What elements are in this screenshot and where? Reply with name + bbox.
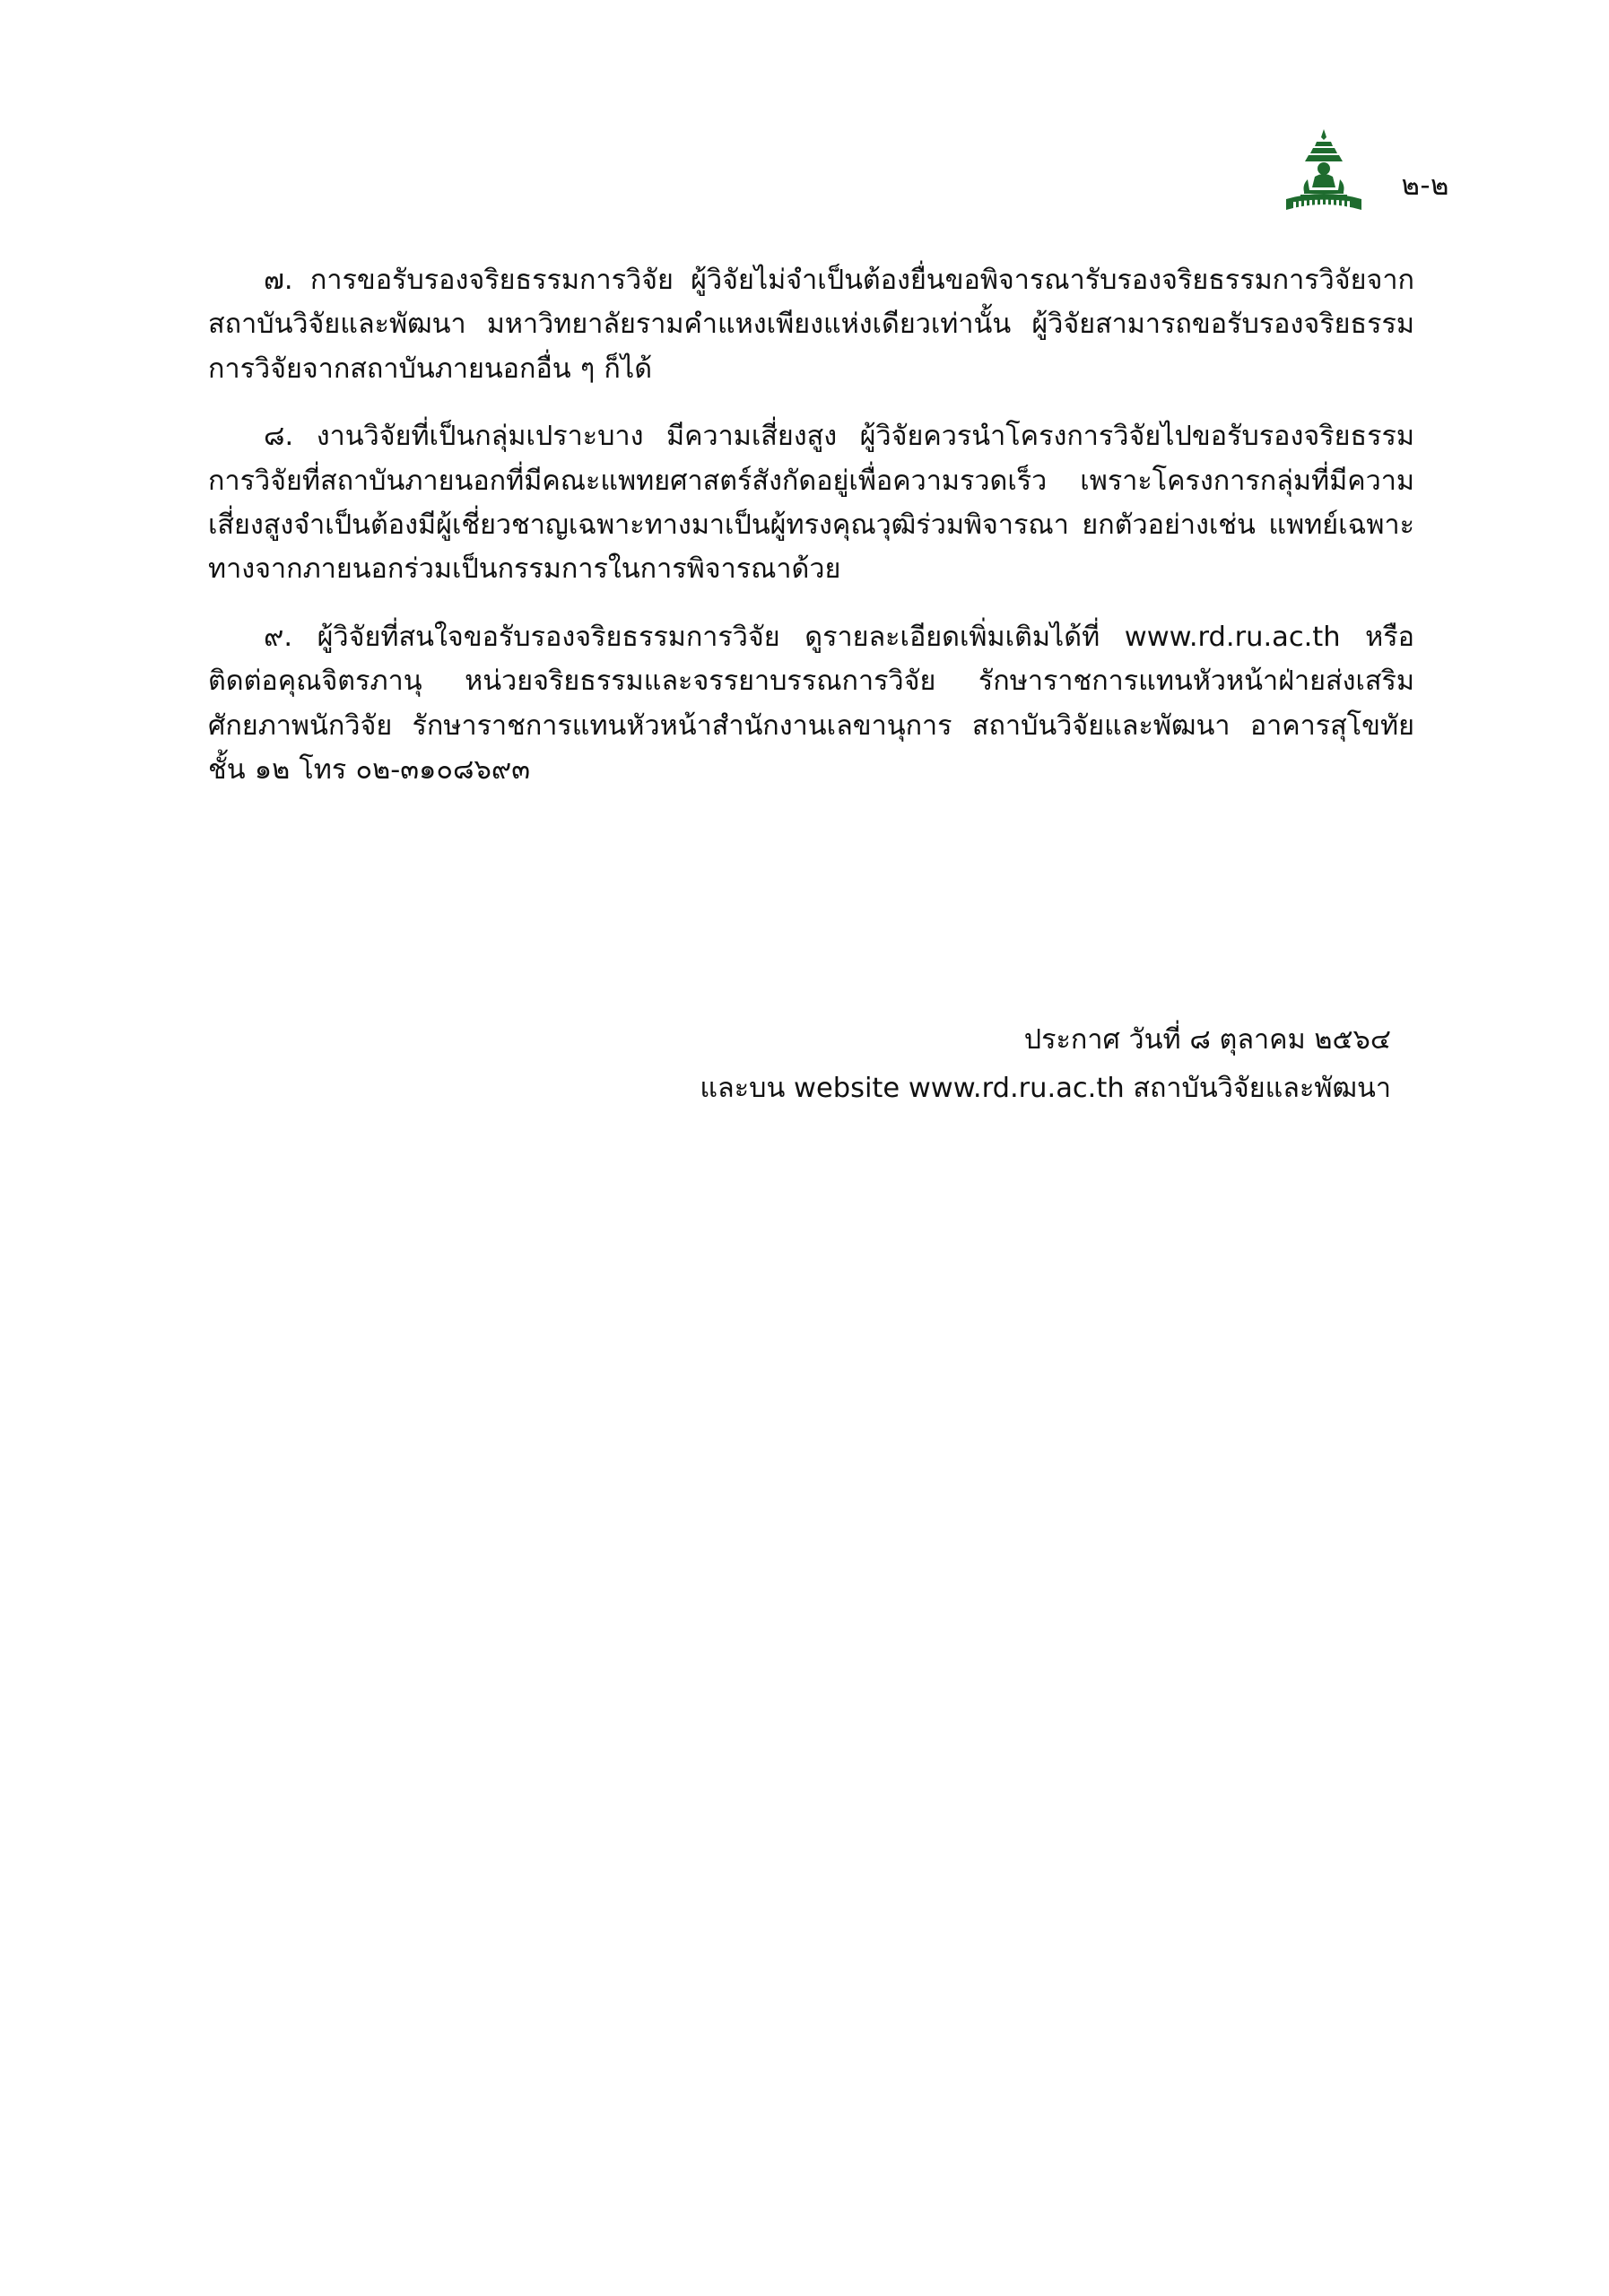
document-body [208, 258, 1414, 792]
page-number: ๒-๒ [1401, 169, 1449, 202]
paragraph-9 [208, 615, 1414, 793]
paragraph-7 [208, 258, 1414, 391]
closing-block [700, 1018, 1391, 1112]
paragraph-7-text: ๗. การขอรับรองจริยธรรมการวิจัย ผู้วิจัยไม่จำเป็นต้องยื่นขอพิจารณารับรองจริยธรรมการวิจัยจากสถาบันวิจัยและพัฒนา มหาวิทยาลัยรามคำแหงเพียงแห่งเดียวเท่านั้น ผู้วิจัยสามารถขอรับรองจริยธรรมการวิจัยจากสถาบันภายนอกอื่น ๆ ก็ได้ [208, 265, 1414, 385]
paragraph-9-text: ๙. ผู้วิจัยที่สนใจขอรับรองจริยธรรมการวิจัย ดูรายละเอียดเพิ่มเติมได้ที่ www.rd.ru.ac.th หรือติดต่อคุณจิตรภานุ หน่วยจริยธรรมและจรรยาบรรณการวิจัย รักษาราชการแทนหัวหน้าฝ่ายส่งเสริมศักยภาพนักวิจัย รักษาราชการแทนหัวหน้าสำนักงานเลขานุการ สถาบันวิจัยและพัฒนา อาคารสุโขทัยชั้น ๑๒ โทร ๐๒-๓๑๐๘๖๙๓ [208, 621, 1414, 787]
paragraph-8 [208, 414, 1414, 592]
ramkhamhaeng-university-emblem-icon [1281, 126, 1367, 219]
page-header [1281, 126, 1449, 219]
announcement-website: และบน website www.rd.ru.ac.th สถาบันวิจัยและพัฒนา [700, 1073, 1391, 1105]
paragraph-8-text: ๘. งานวิจัยที่เป็นกลุ่มเปราะบาง มีความเสี่ยงสูง ผู้วิจัยควรนำโครงการวิจัยไปขอรับรองจริยธรรมการวิจัยที่สถาบันภายนอกที่มีคณะแพทยศาสตร์สังกัดอยู่เพื่อความรวดเร็ว เพราะโครงการกลุ่มที่มีความเสี่ยงสูงจำเป็นต้องมีผู้เชี่ยวชาญเฉพาะทางมาเป็นผู้ทรงคุณวุฒิร่วมพิจารณา ยกตัวอย่างเช่น แพทย์เฉพาะทางจากภายนอกร่วมเป็นกรรมการในการพิจารณาด้วย [208, 421, 1414, 586]
announcement-date: ประกาศ วันที่ ๘ ตุลาคม ๒๕๖๔ [1023, 1024, 1391, 1056]
